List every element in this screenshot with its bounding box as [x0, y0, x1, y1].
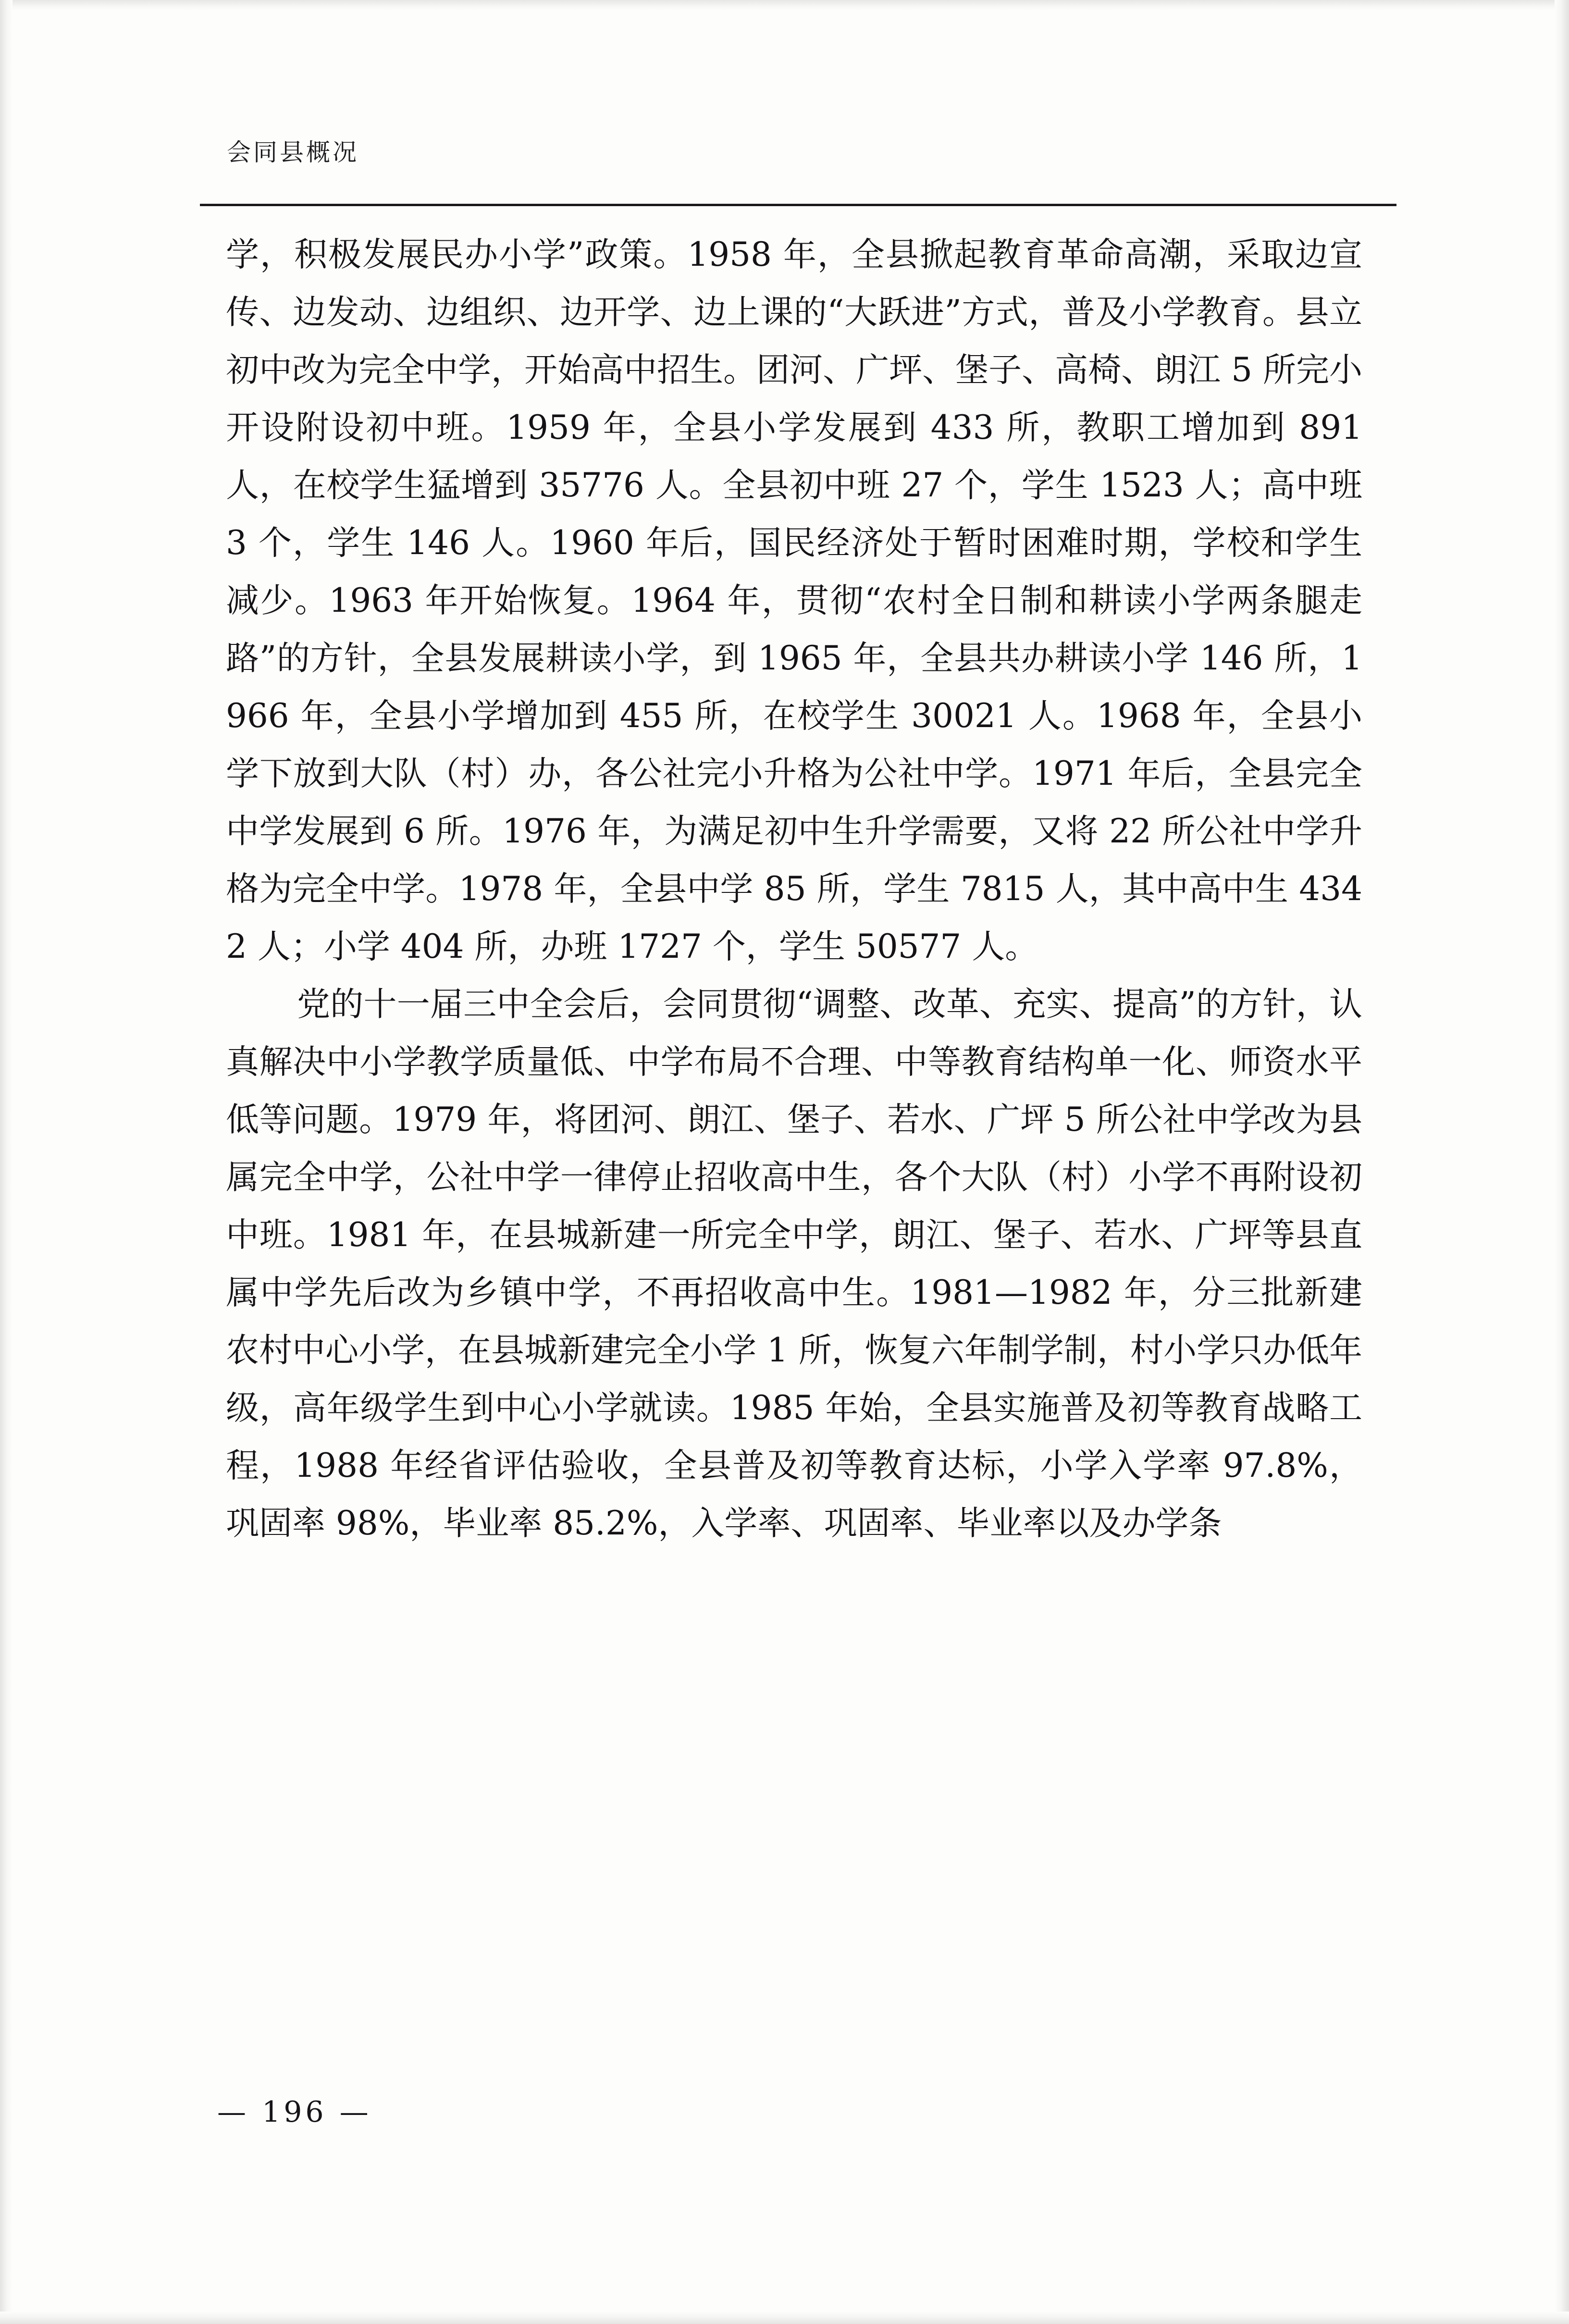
body-text-column — [226, 226, 1362, 1552]
scan-edge-top — [0, 0, 1569, 11]
scan-edge-right — [1555, 0, 1569, 2324]
body-paragraph-2: 党的十一届三中全会后，会同贯彻“调整、改革、充实、提高”的方针，认真解决中小学教学质量低、中学布局不合理、中等教育结构单一化、师资水平低等问题。1979 年，将团河、朗江、堡子、若水、广坪 5 所公社中学改为县属完全中学，公社中学一律停止招收高中生，各个大队（村）小学不再附设初中班。1981 年，在县城新建一所完全中学，朗江、堡子、若水、广坪等县直属中学先后改为乡镇中学，不再招收高中生。1981—1982 年，分三批新建农村中心小学，在县城新建完全小学 1 所，恢复六年制学制，村小学只办低年级，高年级学生到中心小学就读。1985 年始，全县实施普及初等教育战略工程，1988 年经省评估验收，全县普及初等教育达标，小学入学率 97.8%，巩固率 98%，毕业率 85.2%，入学率、巩固率、毕业率以及办学条 — [226, 985, 1362, 1543]
running-header-title: 会同县概况 — [227, 138, 359, 166]
page-number-folio: — 196 — — [217, 2095, 372, 2129]
body-paragraph-1: 学，积极发展民办小学”政策。1958 年，全县掀起教育革命高潮，采取边宣传、边发动、边组织、边开学、边上课的“大跃进”方式，普及小学教育。县立初中改为完全中学，开始高中招生。团河、广坪、堡子、高椅、朗江 5 所完小开设附设初中班。1959 年，全县小学发展到 433 所，教职工增加到 891 人，在校学生猛增到 35776 人。全县初中班 27 个，学生 1523 人；高中班 3 个，学生 146 人。1960 年后，国民经济处于暂时困难时期，学校和学生减少。1963 年开始恢复。1964 年，贯彻“农村全日制和耕读小学两条腿走路”的方针，全县发展耕读小学，到 1965 年，全县共办耕读小学 146 所，1966 年，全县小学增加到 455 所，在校学生 30021 人。1968 年，全县小学下放到大队（村）办，各公社完小升格为公社中学。1971 年后，全县完全中学发展到 6 所。1976 年，为满足初中生升学需要，又将 22 所公社中学升格为完全中学。1978 年，全县中学 85 所，学生 7815 人，其中高中生 4342 人；小学 404 所，办班 1727 个，学生 50577 人。 — [226, 235, 1362, 966]
header-divider-rule — [200, 204, 1396, 206]
scan-edge-bottom — [0, 2312, 1569, 2324]
scan-edge-left — [0, 0, 12, 2324]
